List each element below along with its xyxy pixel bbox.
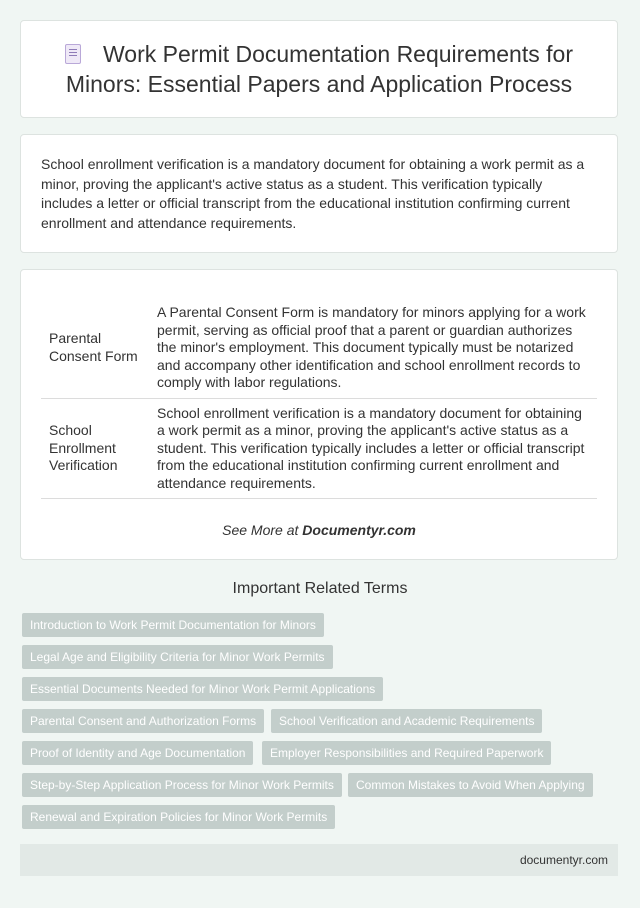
related-term-tag[interactable]: Employer Responsibilities and Required Paperwork bbox=[262, 741, 551, 765]
page-title-text: Work Permit Documentation Requirements for Minors: Essential Papers and Application Process bbox=[65, 41, 573, 97]
description-cell: School enrollment verification is a mandatory document for obtaining a work permit as a minor, proving the applicant's active status as a student. This verification typically includes a letter or official transcript from the educational institution confirming current enrollment and attendance requirements. bbox=[151, 398, 597, 499]
documents-table bbox=[41, 298, 597, 499]
term-cell: Parental Consent Form bbox=[41, 298, 151, 398]
footer-site[interactable]: documentyr.com bbox=[519, 853, 608, 867]
related-term-tag[interactable]: Step-by-Step Application Process for Minor Work Permits bbox=[22, 773, 342, 797]
related-term-tag[interactable]: Parental Consent and Authorization Forms bbox=[22, 709, 264, 733]
related-terms-title: Important Related Terms bbox=[232, 580, 408, 597]
description-cell: A Parental Consent Form is mandatory for minors applying for a work permit, serving as official proof that a parent or guardian authorizes the minor's employment. This document typically must be notarized and accompany other identification and school enrollment records to comply with labor regulations. bbox=[151, 298, 597, 398]
see-more-site: Documentyr.com bbox=[302, 522, 416, 538]
related-term-tag[interactable]: Essential Documents Needed for Minor Work Permit Applications bbox=[22, 677, 383, 701]
intro-card bbox=[20, 134, 618, 253]
see-more-link[interactable] bbox=[21, 522, 617, 538]
term-cell: School Enrollment Verification bbox=[41, 398, 151, 499]
table-row bbox=[41, 298, 597, 398]
table-row bbox=[41, 398, 597, 499]
see-more-prefix: See More at bbox=[222, 522, 303, 538]
document-icon bbox=[65, 44, 81, 64]
footer bbox=[20, 844, 618, 876]
header-card bbox=[20, 20, 618, 118]
page-title bbox=[21, 39, 617, 99]
related-term-tag[interactable]: Proof of Identity and Age Documentation bbox=[22, 741, 253, 765]
related-term-tag[interactable]: Legal Age and Eligibility Criteria for Minor Work Permits bbox=[22, 645, 333, 669]
related-term-tag[interactable]: Renewal and Expiration Policies for Minor Work Permits bbox=[22, 805, 335, 829]
related-term-tag[interactable]: School Verification and Academic Requirements bbox=[271, 709, 542, 733]
related-term-tag[interactable]: Introduction to Work Permit Documentation for Minors bbox=[22, 613, 324, 637]
documents-card bbox=[20, 269, 618, 560]
related-term-tag[interactable]: Common Mistakes to Avoid When Applying bbox=[348, 773, 593, 797]
intro-text: School enrollment verification is a mandatory document for obtaining a work permit as a minor, proving the applicant's active status as a student. This verification typically includes a letter or official transcript from the educational institution confirming current enrollment and attendance requirements. bbox=[41, 156, 585, 231]
